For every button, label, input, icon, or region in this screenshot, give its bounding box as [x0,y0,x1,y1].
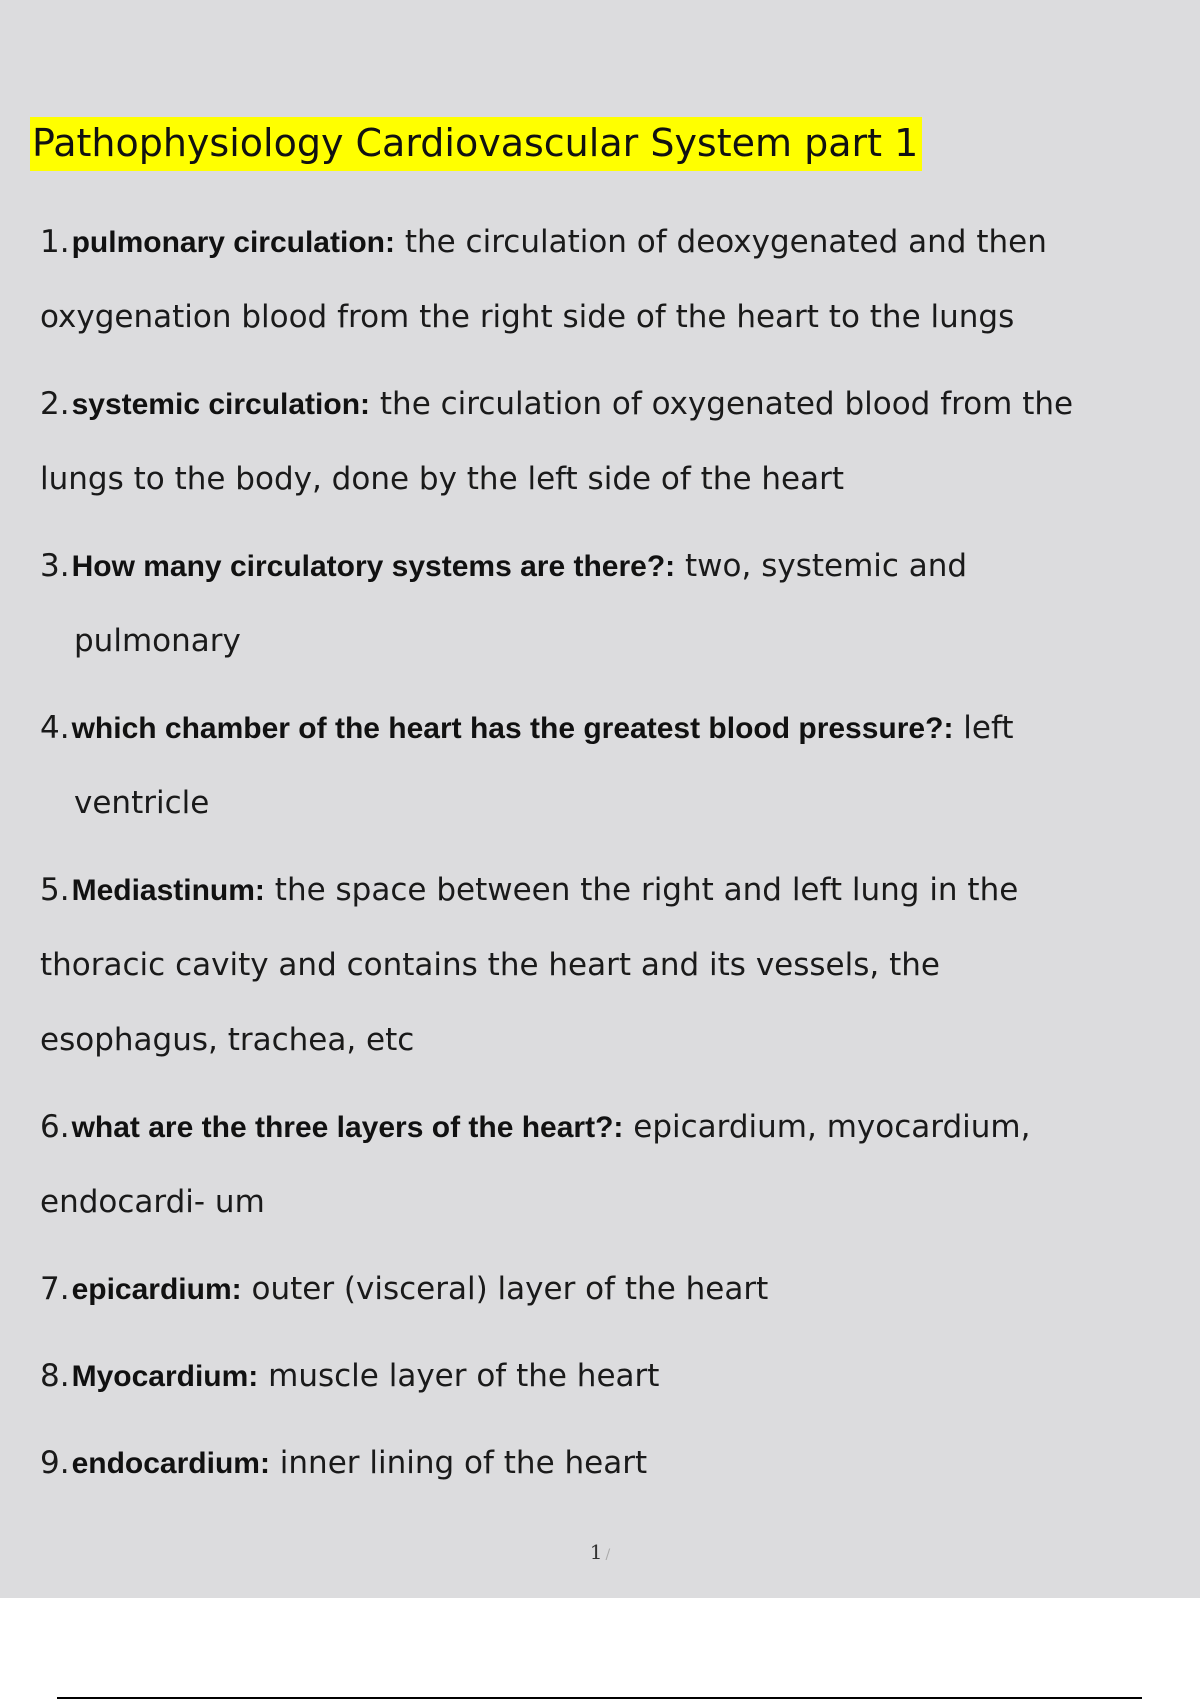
item-definition-continued: pulmonary [74,623,241,659]
item-number: 6. [40,1109,70,1145]
item-term: endocardium: [71,1447,270,1480]
list-item [40,529,1150,679]
item-term: systemic circulation: [71,388,371,421]
item-number: 1. [40,224,70,260]
list-item [40,205,1150,355]
item-definition: outer (visceral) layer of the heart [241,1271,769,1307]
item-term: what are the three layers of the heart?: [71,1111,624,1144]
list-item [40,367,1150,517]
list-item [40,691,1150,841]
item-term: which chamber of the heart has the greatest blood pressure?: [71,712,954,745]
item-number: 3. [40,548,70,584]
document-title: Pathophysiology Cardiovascular System part 1 [30,117,922,171]
item-term: Myocardium: [71,1360,259,1393]
item-number: 9. [40,1445,70,1481]
item-definition: the circulation of oxygenated blood from the [370,386,1074,422]
item-number: 5. [40,872,70,908]
list-item [40,1426,1150,1501]
item-definition-continued: ventricle [74,785,210,821]
item-number: 4. [40,710,70,746]
item-term: How many circulatory systems are there?: [71,550,676,583]
list-item [40,853,1150,1078]
item-definition-continued: lungs to the body, done by the left side of the heart [40,461,845,497]
page-number-value: 1 [589,1540,603,1564]
item-term: pulmonary circulation: [71,226,395,259]
item-definition: the space between the right and left lung in the [264,872,1019,908]
list-item [40,1090,1150,1240]
item-definition: two, systemic and [675,548,968,584]
item-term: Mediastinum: [71,874,265,907]
item-definition: inner lining of the heart [269,1445,648,1481]
footer-divider [57,1697,1142,1699]
page-number-suffix: / [605,1547,611,1563]
item-definition: the circulation of deoxygenated and then [394,224,1047,260]
item-definition-continued: esophagus, trachea, etc [40,1022,415,1058]
item-number: 2. [40,386,70,422]
flashcard-list [40,205,1150,1513]
page-number [0,1540,1200,1564]
item-number: 8. [40,1358,70,1394]
item-definition-continued: endocardi- um [40,1184,265,1220]
item-definition: epicardium, myocardium, [623,1109,1031,1145]
item-term: epicardium: [71,1273,242,1306]
item-definition: left [953,710,1014,746]
item-definition-continued: oxygenation blood from the right side of the heart to the lungs [40,299,1015,335]
item-definition-continued: thoracic cavity and contains the heart and its vessels, the [40,947,940,983]
list-item [40,1339,1150,1414]
item-definition: muscle layer of the heart [258,1358,660,1394]
item-number: 7. [40,1271,70,1307]
list-item [40,1252,1150,1327]
